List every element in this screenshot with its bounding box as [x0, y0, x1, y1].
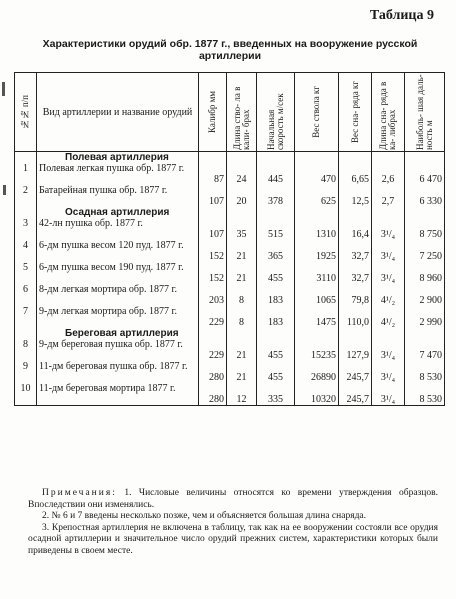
caliber-cell: 229 [199, 339, 227, 361]
velocity-cell: 455 [257, 361, 295, 383]
table-row [15, 240, 445, 262]
table-number: Таблица 9 [369, 8, 434, 23]
barrel-weight-cell: 15235 [295, 339, 339, 361]
note-3: 3. Крепостная артиллерия не включена в таблицу, так как на ее вооружении состояли все орудия осадной артиллерии и значительное число орудий прежних систем, характеристики которых были приведены в своем месте. [28, 522, 438, 556]
col-velocity-header: Начальная скорость м/сек [265, 93, 285, 150]
barrel-weight-cell: 1310 [295, 218, 339, 240]
velocity-cell: 515 [257, 218, 295, 240]
header-row [15, 73, 445, 152]
shell-weight-cell: 6,65 [339, 163, 372, 185]
range-cell: 6 470 [405, 163, 445, 185]
shell-length-cell: 3¹/₄ [372, 240, 405, 262]
table-row [15, 163, 445, 185]
range-cell: 2 990 [405, 306, 445, 328]
table-title: Характеристики орудий обр. 1877 г., введенных на вооружение русской артиллерии [42, 38, 418, 62]
velocity-cell: 455 [257, 262, 295, 284]
range-cell: 8 750 [405, 218, 445, 240]
section-title: Осадная артиллерия [37, 207, 199, 218]
gun-name: Батарейная пушка обр. 1877 г. [37, 185, 199, 207]
table-row [15, 361, 445, 383]
shell-length-cell: 3¹/₄ [372, 339, 405, 361]
table-row [15, 383, 445, 406]
velocity-cell: 378 [257, 185, 295, 207]
length-cell: 35 [227, 218, 257, 240]
range-cell: 7 250 [405, 240, 445, 262]
table-row [15, 262, 445, 284]
shell-weight-cell: 79,8 [339, 284, 372, 306]
length-cell: 8 [227, 284, 257, 306]
shell-weight-cell: 245,7 [339, 361, 372, 383]
shell-length-cell: 3¹/₄ [372, 262, 405, 284]
velocity-cell: 365 [257, 240, 295, 262]
gun-name: 9-дм береговая пушка обр. 1877 г. [37, 339, 199, 361]
artillery-table [14, 72, 445, 406]
section-row [15, 152, 445, 164]
barrel-weight-cell: 1475 [295, 306, 339, 328]
table-row [15, 284, 445, 306]
shell-weight-cell: 32,7 [339, 262, 372, 284]
row-number: 8 [15, 339, 37, 361]
shell-length-cell: 4¹/₂ [372, 306, 405, 328]
length-cell: 24 [227, 163, 257, 185]
barrel-weight-cell: 26890 [295, 361, 339, 383]
barrel-weight-cell: 1925 [295, 240, 339, 262]
length-cell: 21 [227, 262, 257, 284]
margin-mark [3, 185, 6, 195]
caliber-cell: 280 [199, 361, 227, 383]
barrel-weight-cell: 470 [295, 163, 339, 185]
shell-length-cell: 4¹/₂ [372, 284, 405, 306]
row-number: 9 [15, 361, 37, 383]
caliber-cell: 152 [199, 240, 227, 262]
shell-weight-cell: 127,9 [339, 339, 372, 361]
range-cell: 8 530 [405, 383, 445, 406]
caliber-cell: 107 [199, 218, 227, 240]
caliber-cell: 280 [199, 383, 227, 406]
row-number: 10 [15, 383, 37, 406]
shell-length-cell: 2,6 [372, 163, 405, 185]
length-cell: 21 [227, 339, 257, 361]
caliber-cell: 229 [199, 306, 227, 328]
shell-weight-cell: 12,5 [339, 185, 372, 207]
caliber-cell: 203 [199, 284, 227, 306]
col-shell-weight-header: Вес сна- ряда кг [349, 80, 360, 144]
col-shell-length-header: Длина сна- ряда в ка- либрах [378, 81, 397, 150]
length-cell: 20 [227, 185, 257, 207]
col-length-header: Длина ство- ла в кали- брах [231, 86, 251, 150]
section-title: Береговая артиллерия [37, 328, 199, 339]
col-range-header: Наиболь- шая даль- ность м [414, 74, 434, 150]
gun-name: Полевая легкая пушка обр. 1877 г. [37, 163, 199, 185]
shell-weight-cell: 110,0 [339, 306, 372, 328]
row-number: 6 [15, 284, 37, 306]
section-row [15, 207, 445, 218]
range-cell: 2 900 [405, 284, 445, 306]
note-1: 1. Числовые величины относятся ко времени утверждения образцов. Впоследствии они изменялись. [28, 488, 438, 510]
shell-length-cell: 3¹/₄ [372, 218, 405, 240]
length-cell: 8 [227, 306, 257, 328]
gun-name: 9-дм легкая мортира обр. 1877 г. [37, 306, 199, 328]
col-barrel-weight-header: Вес ствола кг [311, 86, 321, 138]
row-number: 7 [15, 306, 37, 328]
shell-weight-cell: 16,4 [339, 218, 372, 240]
row-number: 2 [15, 185, 37, 207]
gun-name: 11-дм береговая пушка обр. 1877 г. [37, 361, 199, 383]
range-cell: 7 470 [405, 339, 445, 361]
col-caliber-header: Калибр мм [207, 91, 217, 133]
table-row [15, 218, 445, 240]
gun-name: 6-дм пушка весом 190 пуд. 1877 г. [37, 262, 199, 284]
range-cell: 8 530 [405, 361, 445, 383]
caliber-cell: 87 [199, 163, 227, 185]
velocity-cell: 183 [257, 284, 295, 306]
shell-weight-cell: 245,7 [339, 383, 372, 406]
barrel-weight-cell: 3110 [295, 262, 339, 284]
caliber-cell: 152 [199, 262, 227, 284]
row-number: 5 [15, 262, 37, 284]
velocity-cell: 455 [257, 339, 295, 361]
gun-name: 6-дм пушка весом 120 пуд. 1877 г. [37, 240, 199, 262]
length-cell: 21 [227, 361, 257, 383]
notes [28, 488, 438, 557]
table-row [15, 339, 445, 361]
col-index-header: №№ п/п [20, 94, 30, 130]
shell-length-cell: 2,7 [372, 185, 405, 207]
barrel-weight-cell: 625 [295, 185, 339, 207]
gun-name: 8-дм легкая мортира обр. 1877 г. [37, 284, 199, 306]
section-row [15, 328, 445, 339]
shell-length-cell: 3¹/₄ [372, 383, 405, 406]
table-row [15, 185, 445, 207]
gun-name: 42-лн пушка обр. 1877 г. [37, 218, 199, 240]
row-number: 4 [15, 240, 37, 262]
notes-heading: Примечания: [42, 488, 117, 498]
range-cell: 8 960 [405, 262, 445, 284]
velocity-cell: 445 [257, 163, 295, 185]
velocity-cell: 335 [257, 383, 295, 406]
length-cell: 21 [227, 240, 257, 262]
shell-weight-cell: 32,7 [339, 240, 372, 262]
shell-length-cell: 3¹/₄ [372, 361, 405, 383]
velocity-cell: 183 [257, 306, 295, 328]
row-number: 3 [15, 218, 37, 240]
barrel-weight-cell: 10320 [295, 383, 339, 406]
col-name-header: Вид артиллерии и название орудий [42, 106, 193, 118]
section-title: Полевая артиллерия [37, 152, 199, 164]
barrel-weight-cell: 1065 [295, 284, 339, 306]
row-number: 1 [15, 163, 37, 185]
table-row [15, 306, 445, 328]
gun-name: 11-дм береговая мортира 1877 г. [37, 383, 199, 406]
note-2: 2. № 6 и 7 введены несколько позже, чем и объясняется большая длина снаряда. [42, 511, 366, 521]
range-cell: 6 330 [405, 185, 445, 207]
caliber-cell: 107 [199, 185, 227, 207]
length-cell: 12 [227, 383, 257, 406]
margin-mark [2, 82, 5, 96]
